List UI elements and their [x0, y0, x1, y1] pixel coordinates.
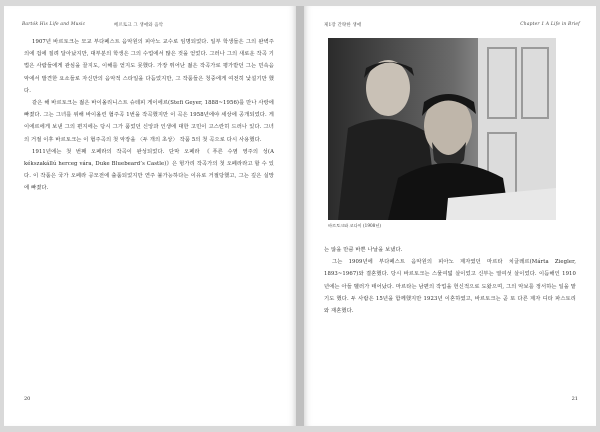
left-paragraph-2: 같은 해 바르토크는 젊은 바이올리니스트 슈테피 게이에르(Stefi Geyer, 1888~1956)를 만나 사랑에 빠졌다. 그는 그녀를 위해 바이올린 협주곡 1번을 작곡했지만 이 곡은 1958년에야 세상에 공개되었다. 게이에르에게 보낸 그의 편지에는 당시 그가 품었던 신앙과 인생에 대한 고민이 고스란히 드러나 있다. 그녀의 거절 이후 바르토크는 이 협주곡의 첫 악장을 〈두 개의 초상〉 작품 5의 첫 곡으로 다시 사용했다.	[24, 100, 274, 143]
right-page	[304, 6, 596, 426]
right-running-head-korean: 제1장 간략한 생애	[324, 23, 362, 28]
book-gutter	[296, 6, 304, 426]
right-paragraph-1: 는 않을 만큼 바쁜 나날을 보냈다.	[324, 247, 403, 253]
right-page-number: 21	[571, 396, 578, 402]
photo-illustration	[328, 38, 556, 220]
left-page	[4, 6, 296, 426]
photo-caption: 바르토크와 코다이 (1908년)	[328, 223, 381, 228]
historical-photo	[328, 38, 556, 220]
left-paragraph-3: 1911년에는 첫 번째 오페라의 작곡이 완성되었다. 단막 오페라 《푸른 수염 영주의 성(A kékszakállú herceg vára, Duke Bluebeard’s Castle)》은 헝가리 작곡가의 첫 오페라라고 할 수 있다. 이 작품은 국가 오페라 공모전에 출품되었지만 연주 불가능하다는 이유로 거절당했고, 그는 깊은 실망에 빠졌다.	[24, 148, 274, 192]
right-running-head-title: Chapter 1 A Life in Brief	[520, 22, 580, 27]
left-running-head-title: Bartók His Life and Music	[22, 22, 86, 27]
right-paragraph-2: 그는 1909년에 부다페스트 음악원의 피아노 제자였던 마르타 치글레르(Márta Ziegler, 1893~1967)와 결혼했다. 당시 바르토크는 스물여덟 살이었고 신부는 열여섯 살이었다. 이듬해인 1910년에는 아들 벨러가 태어났다. 마르타는 남편의 작업을 헌신적으로 도왔으며, 그의 악보를 정서하는 일을 맡기도 했다. 두 사람은 15년을 함께했지만 1923년 이혼하였고, 바르토크는 곧 또 다른 제자 디타 파스토리와 재혼했다.	[324, 259, 576, 315]
left-body-text	[24, 36, 274, 195]
left-paragraph-1: 1907년 바르토크는 모교 부다페스트 음악원의 피아노 교수로 임명되었다. 일부 학생들은 그의 완벽주의에 겁에 질려 달아났지만, 대부분의 학생은 그의 수업에서 많은 것을 얻었다. 그러나 그의 새로운 작곡 기법은 사람들에게 관심을 끌지도, 이해를 얻지도 못했다. 가장 뛰어난 젊은 작곡가로 평가받던 그는 민속음악에서 발견한 요소들로 자신만의 음악적 스타일을 다듬었지만, 그 작품들은 청중에게 여전히 낯설기만 했다.	[24, 39, 274, 94]
right-body-text	[324, 244, 576, 317]
left-running-head-korean: 베르토크 그 생애와 음악	[114, 23, 164, 28]
left-page-number: 20	[24, 396, 31, 402]
